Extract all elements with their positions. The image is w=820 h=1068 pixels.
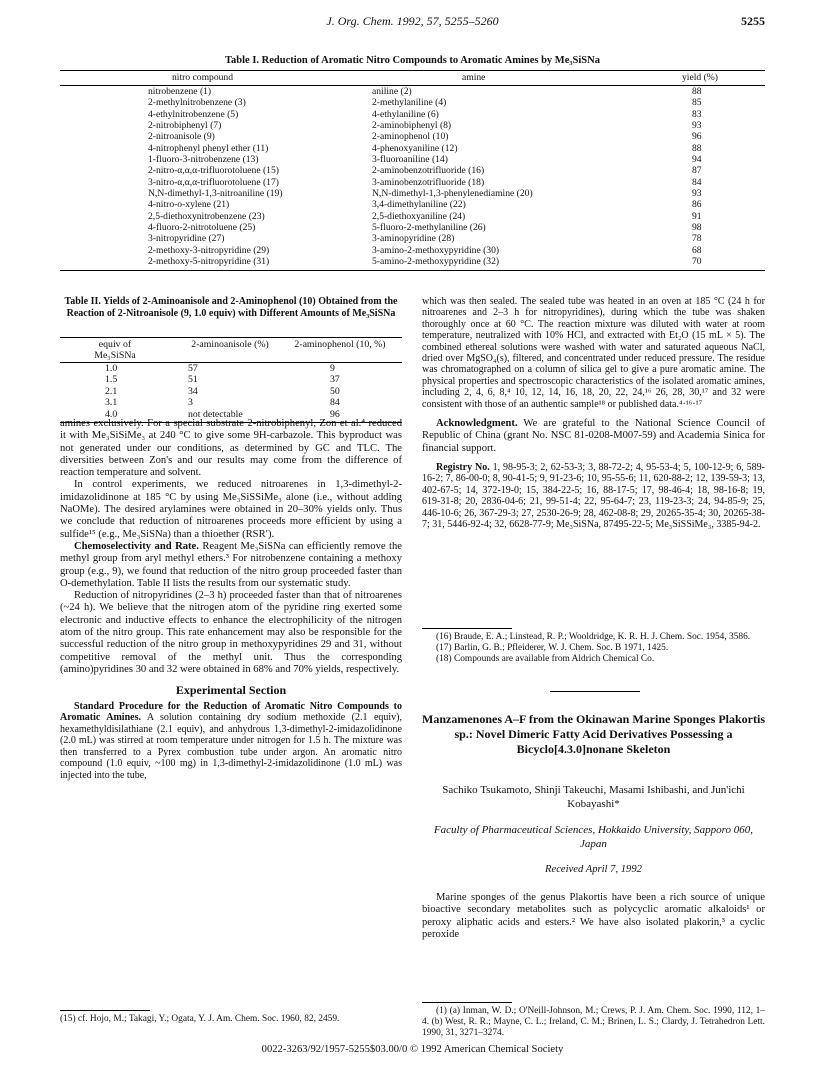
table2-cell-equiv: 1.0 [105,363,118,374]
table1-row [60,211,765,222]
footnotes-16-18 [422,632,765,664]
table1-cell-nitro: 3-nitropyridine (27) [148,233,225,245]
table2-cell-aminoanisole: 34 [188,385,198,397]
table1-cell-nitro: 2-methylnitrobenzene (3) [148,97,246,109]
footnote-18: (18) Compounds are available from Aldrich Chemical Co. [436,653,655,664]
table1-cell-nitro: 2-methoxy-5-nitropyridine (31) [148,256,270,268]
table1-cell-yield: 85 [692,97,702,109]
table1-row [60,165,765,176]
table1-cell-yield: 68 [692,244,702,256]
table1-row [60,131,765,142]
table1-cell-amine: 2-aminobenzotrifluoride (16) [372,165,485,177]
table1-cell-yield: 83 [692,108,702,120]
table2-header [60,338,402,363]
table1-header [60,71,765,86]
footnote-16: (16) Braude, E. A.; Linstead, R. P.; Wooldridge, K. R. H. J. Chem. Soc. 1954, 3586. [436,632,751,642]
footnote-15: (15) cf. Hojo, M.; Takagi, Y.; Ogata, Y. J. Am. Chem. Soc. 1960, 82, 2459. [60,1014,340,1024]
table1-cell-amine: 3-amino-2-methoxypyridine (30) [372,244,500,256]
table2-cell-aminophenol: 84 [330,397,340,409]
table2-cell-aminoanisole: 57 [188,363,198,374]
page-header [60,14,765,30]
table1-col-yield: yield (%) [682,72,718,83]
table1-cell-amine: 2-methylaniline (4) [372,97,447,109]
table2 [60,337,402,423]
table2-cell-aminoanisole: 3 [188,397,193,409]
left-paragraph-3: Chemoselectivity and Rate. Reagent Me₃SiSNa can efficiently remove the methyl group from aryl methyl ethers.³ For nitrobenzene containing a methoxy group (e.g., 9), we found that reduction of the nitro group proceeded faster than O-demethylation. Table II lists the results from our systematic study. [60,540,402,589]
table1-cell-nitro: 2-nitro-α,α,α-trifluorotoluene (15) [148,165,279,177]
table2-cell-equiv: 1.5 [105,374,118,386]
table1-col-amine: amine [462,72,486,83]
table1-cell-amine: 2,5-diethoxyaniline (24) [372,210,466,222]
table1-col-nitro: nitro compound [172,72,234,83]
table1-cell-yield: 86 [692,199,702,211]
table2-body [60,363,402,420]
subheading-procedure: Standard Procedure for the Reduction of Aromatic Nitro Compounds to Aromatic Amines. [60,700,402,724]
table1-row [60,233,765,244]
table1-row [60,199,765,210]
table1-cell-yield: 91 [692,210,702,222]
table2-col-aminoanisole: 2-aminoanisole (%) [191,339,269,350]
table2-caption: Table II. Yields of 2-Aminoanisole and 2-Aminophenol (10) Obtained from the Reaction of 2-Nitroanisole (9, 1.0 equiv) with Different Amounts of Me₃SiSNa [64,296,398,319]
left-paragraph-2: In control experiments, we reduced nitroarenes in 1,3-dimethyl-2-imidazolidinone at 185 °C by using Me₃SiSSiMe₃ alone (i.e., without adding NaOMe). The desired arylamines were obtained in 20–30% yields only. Thus we conclude that reduction of nitroarenes proceeds more efficient by using a sulfide¹⁵ (e.g., Me₃SiSNa) than a thioether (RSR′). [60,479,402,540]
table1-row [60,154,765,165]
table1-cell-yield: 87 [692,165,702,177]
table2-cell-aminophenol: 9 [330,363,335,374]
table1 [60,70,765,271]
subheading-registry: Registry No. [436,461,490,473]
table1-caption: Table I. Reduction of Aromatic Nitro Compounds to Aromatic Amines by Me₃SiSNa [225,55,600,66]
table2-cell-equiv: 4.0 [105,408,118,420]
left-column-text [60,418,402,781]
table1-cell-nitro: 2-nitrobiphenyl (7) [148,120,222,132]
table1-row [60,245,765,256]
table2-cell-aminophenol: 37 [330,374,340,386]
table1-row [60,120,765,131]
table1-body [60,86,765,268]
article-received: Received April 7, 1992 [545,864,642,875]
table1-cell-yield: 93 [692,188,702,200]
table2-row [60,363,402,374]
journal-citation: J. Org. Chem. 1992, 57, 5255–5260 [326,14,499,28]
table1-cell-amine: 3-aminopyridine (28) [372,233,455,245]
table2-cell-aminoanisole: 51 [188,374,198,386]
table2-row [60,386,402,397]
table2-col-aminophenol: 2-aminophenol (10, %) [294,339,386,350]
table1-row [60,109,765,120]
left-paragraph-1: amines exclusively. For a special substrate 2-nitrobiphenyl, Zon et al.⁴ reduced it with Me₃SiSiMe₃ at 240 °C to give some 9H-carbazole. This byproduct was not generated under our conditions, as determined by GC and TLC. The diversities between Zon's and our results may come from the difference of reaction temperature and solvent. [60,418,402,479]
table1-cell-nitro: 3-nitro-α,α,α-trifluorotoluene (17) [148,176,279,188]
table1-cell-nitro: 2-nitroanisole (9) [148,131,215,143]
article-title: Manzamenones A–F from the Okinawan Marine Sponges Plakortis sp.: Novel Dimeric Fatty Acid Derivatives Possessing a Bicyclo[4.3.0]nonane Skeleton [422,712,766,756]
left-paragraph-4: Reduction of nitropyridines (2–3 h) proceeded faster than that of nitroarenes (~24 h). We believe that the nitrogen atom of the pyridine ring exerted some electronic and inductive effects to enhance the electrophilicity of the nitrogen atom of the nitro group. This rate enhancement may also be responsible for the successful reduction of the nitro group in methoxypyridines 29 and 31, without competitive removal of the methyl unit. Thus the corresponding (amino)pyridines 30 and 32 were obtained in 68% and 70% yields, respectively. [60,590,402,675]
table1-cell-nitro: 4-nitrophenyl phenyl ether (11) [148,142,269,154]
table1-row [60,86,765,97]
table1-cell-nitro: 2-methoxy-3-nitropyridine (29) [148,244,270,256]
table1-row [60,188,765,199]
footnote-1: (1) (a) Inman, W. D.; O'Neill-Johnson, M.; Crews, P. J. Am. Chem. Soc. 1990, 112, 1–4. (b) West, R. R.; Mayne, C. L.; Ireland, C. M.; Brinen, L. S.; Clardy, J. Tetrahedron Lett. 1990, 31, 3271–3274. [422,1006,765,1038]
table1-cell-yield: 88 [692,142,702,154]
table1-row [60,256,765,267]
table2-cell-equiv: 2.1 [105,385,118,397]
table1-cell-yield: 94 [692,154,702,166]
table1-cell-nitro: N,N-dimethyl-1,3-nitroaniline (19) [148,188,283,200]
table1-cell-yield: 84 [692,176,702,188]
table1-cell-yield: 98 [692,222,702,234]
page-number: 5255 [741,14,765,28]
table1-cell-amine: 3,4-dimethylaniline (22) [372,199,466,211]
table1-cell-amine: 4-phenoxyaniline (12) [372,142,458,154]
intro-paragraph: Marine sponges of the genus Plakortis have been a rich source of unique bioactive secondary metabolites such as polycyclic aromatic alkaloids¹ or peroxy aliphatic acids and esters.² We have also isolated plakorin,³ a cyclic peroxide [422,892,765,940]
table1-cell-amine: 5-amino-2-methoxypyridine (32) [372,256,500,268]
right-column-text [422,296,765,530]
table2-cell-equiv: 3.1 [105,397,118,409]
table1-cell-amine: aniline (2) [372,86,412,97]
article-authors: Sachiko Tsukamoto, Shinji Takeuchi, Masami Ishibashi, and Jun'ichi Kobayashi* [442,784,745,810]
table1-cell-yield: 96 [692,131,702,143]
table1-cell-yield: 88 [692,86,702,97]
article-affiliation: Faculty of Pharmaceutical Sciences, Hokkaido University, Sapporo 060, Japan [433,824,754,850]
table2-row [60,374,402,385]
page-footer: 0022-3263/92/1957-5255$03.00/0 © 1992 American Chemical Society [261,1044,564,1055]
footnote-17: (17) Barlin, G. B.; Pfleiderer, W. J. Chem. Soc. B 1971, 1425. [436,642,669,653]
table1-cell-amine: 3-aminobenzotrifluoride (18) [372,176,485,188]
table1-cell-amine: N,N-dimethyl-1,3-phenylenediamine (20) [372,188,533,200]
subheading-ack: Acknowledgment. [436,418,518,430]
table1-cell-nitro: 4-nitro-o-xylene (21) [148,199,230,211]
table2-cell-aminophenol: 96 [330,408,340,420]
table1-row [60,143,765,154]
left-paragraph-procedure: Standard Procedure for the Reduction of Aromatic Nitro Compounds to Aromatic Amines. A solution containing dry sodium methoxide (2.1 equiv), hexamethyldisilathiane (2.1 equiv), and anhydrous 1,3-dimethyl-2-imidazolidinone (2.0 mL) was stirred at room temperature under nitrogen for 1.5 h. The mixture was then transferred to a Pyrex combustion tube under argon. An aromatic nitro compound (1.0 equiv, ~100 mg) in 1,3-dimethyl-2-imidazolidinone (1.0 mL) was injected into the tube, [60,700,402,781]
table1-cell-amine: 2-aminophenol (10) [372,131,449,143]
table2-cell-aminoanisole: not detectable [188,408,243,420]
table1-cell-nitro: 1-fluoro-3-nitrobenzene (13) [148,154,259,166]
table2-col-equiv: equiv of Me₃SiSNa [94,339,136,361]
table1-cell-amine: 5-fluoro-2-methylaniline (26) [372,222,486,234]
table1-row [60,177,765,188]
table1-cell-yield: 93 [692,120,702,132]
experimental-section-heading: Experimental Section [175,683,287,698]
table1-cell-amine: 2-aminobiphenyl (8) [372,120,452,132]
table2-row [60,397,402,408]
right-paragraph-1: which was then sealed. The sealed tube was heated in an oven at 185 °C (24 h for nitroarenes and 2–3 h for nitropyridines), during which the tube was shaken thoroughly once at 60 °C. The reaction mixture was diluted with water at room temperature, neutralized with 10% HCl, and extracted with Et₂O (15 mL × 5). The combined ethereal solutions were washed with water and saturated aqueous NaCl, dried over MgSO₄(s), filtered, and concentrated under reduced pressure. The residue was chromatographed on a column of silica gel to give a pure aromatic amine. The physical properties and spectroscopic characteristics of the isolated aromatic amines, including 2, 4, 6, 8,⁴ 10, 12, 14, 16, 18, 20, 22, 24,¹⁶ 26, 28, 30,¹⁷ and 32 were consistent with those of an authentic sample¹⁸ or published data.⁴·¹⁶·¹⁷ [422,296,765,410]
subheading-chemoselectivity: Chemoselectivity and Rate. [74,540,199,552]
table1-cell-yield: 70 [692,256,702,268]
table1-row [60,97,765,108]
table1-cell-amine: 3-fluoroaniline (14) [372,154,448,166]
table2-cell-aminophenol: 50 [330,385,340,397]
article-intro [422,892,765,941]
table1-cell-nitro: 4-fluoro-2-nitrotoluene (25) [148,222,256,234]
table1-cell-nitro: nitrobenzene (1) [148,86,212,97]
registry-numbers: Registry No. 1, 98-95-3; 2, 62-53-3; 3, 88-72-2; 4, 95-53-4; 5, 100-12-9; 6, 589-16-2; 7, 86-00-0; 8, 90-41-5; 9, 91-23-6; 10, 95-55-6; 11, 620-88-2; 12, 139-59-3; 13, 402-67-5; 14, 372-19-0; 15, 384-22-5; 16, 88-17-5; 17, 98-46-4; 18, 98-16-8; 19, 619-31-8; 20, 2836-04-6; 21, 99-51-4; 22, 95-64-7; 23, 119-23-3; 24, 94-85-9; 25, 446-10-6; 26, 367-29-3; 27, 2530-26-9; 28, 462-08-8; 29, 20265-35-4; 30, 20265-38-7; 31, 5446-92-4; 32, 6628-77-9; Me₃SiSNa, 87495-22-5; Me₃SiSSiMe₃, 3385-94-2. [422,461,765,530]
table1-cell-nitro: 4-ethylnitrobenzene (5) [148,108,239,120]
table1-row [60,222,765,233]
acknowledgment: Acknowledgment. We are grateful to the National Science Council of Republic of China (grant No. NSC 81-0208-M007-59) and Academia Sinica for financial support. [422,418,765,454]
table1-cell-amine: 4-ethylaniline (6) [372,108,439,120]
article-separator [550,691,640,692]
table1-cell-nitro: 2,5-diethoxynitrobenzene (23) [148,210,265,222]
table1-cell-yield: 78 [692,233,702,245]
